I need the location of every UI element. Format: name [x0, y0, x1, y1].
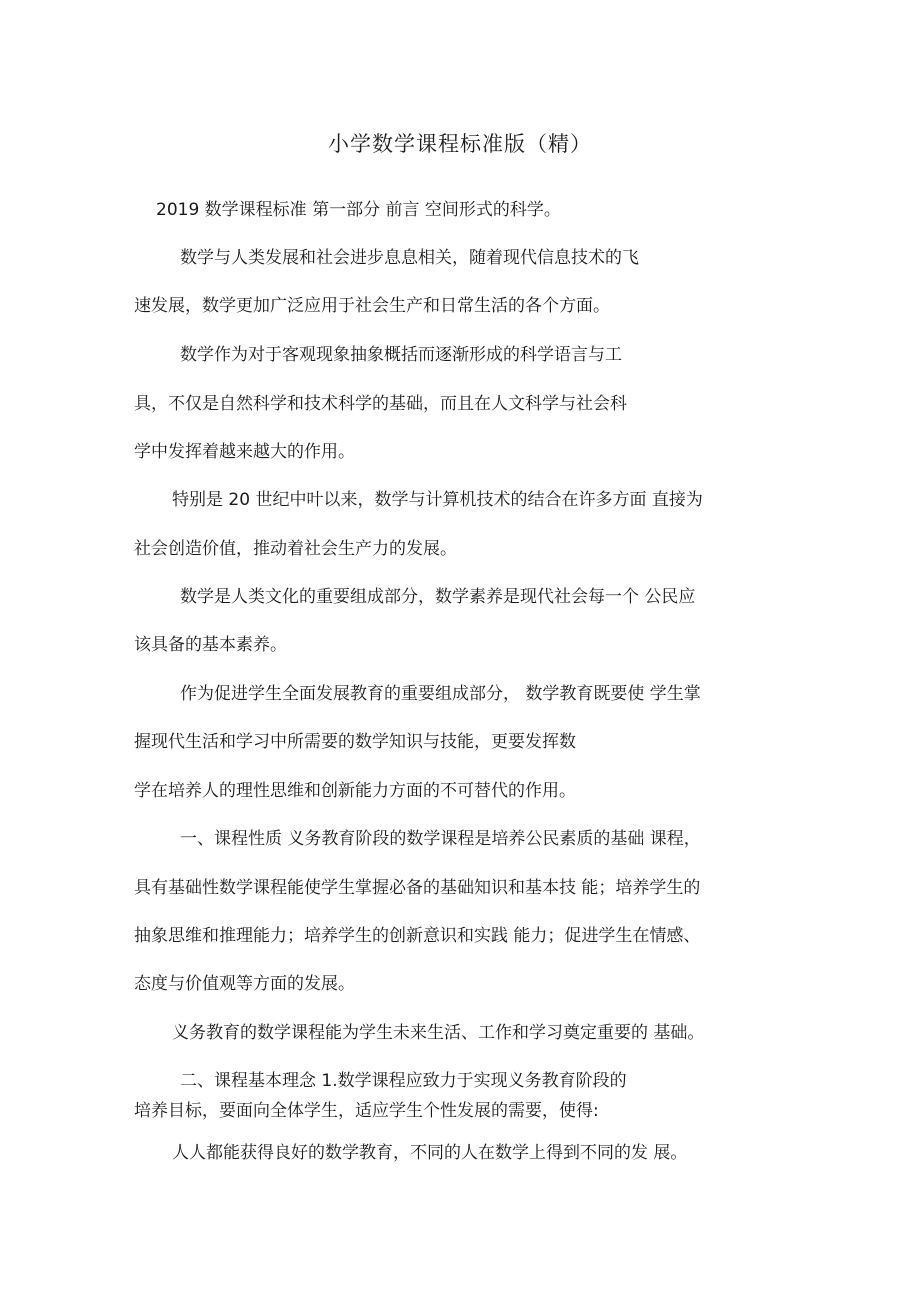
text-line-10: 该具备的基本素养。	[134, 635, 287, 655]
document-title: 小学数学课程标准版（精）	[328, 132, 592, 156]
text-line-12: 握现代生活和学习中所需要的数学知识与技能，更要发挥数	[134, 732, 576, 752]
text-line-9: 数学是人类文化的重要组成部分，数学素养是现代社会每一个 公民应	[180, 587, 696, 607]
text-line-20: 培养目标，要面向全体学生，适应学生个性发展的需要，使得:	[134, 1101, 599, 1121]
text-line-6: 学中发挥着越来越大的作用。	[134, 442, 355, 462]
text-line-7: 特别是 20 世纪中叶以来，数学与计算机技术的结合在许多方面 直接为	[172, 490, 703, 510]
text-line-18: 义务教育的数学课程能为学生未来生活、工作和学习奠定重要的 基础。	[172, 1023, 705, 1043]
text-line-17: 态度与价值观等方面的发展。	[134, 974, 355, 994]
text-line-16: 抽象思维和推理能力；培养学生的创新意识和实践 能力；促进学生在情感、	[134, 926, 701, 946]
text-line-1: 2019 数学课程标准 第一部分 前言 空间形式的科学。	[156, 200, 561, 220]
text-line-15: 具有基础性数学课程能使学生掌握必备的基础知识和基本技 能；培养学生的	[134, 878, 701, 898]
text-line-8: 社会创造价值，推动着社会生产力的发展。	[134, 539, 457, 559]
text-line-3: 速发展，数学更加广泛应用于社会生产和日常生活的各个方面。	[134, 296, 610, 316]
text-line-4: 数学作为对于客观现象抽象概括而逐渐形成的科学语言与工	[180, 345, 622, 365]
text-line-5: 具，不仅是自然科学和技术科学的基础，而且在人文科学与社会科	[134, 394, 627, 414]
text-line-13: 学在培养人的理性思维和创新能力方面的不可替代的作用。	[134, 781, 576, 801]
text-line-14: 一、课程性质 义务教育阶段的数学课程是培养公民素质的基础 课程，	[180, 829, 701, 849]
text-line-21: 人人都能获得良好的数学教育，不同的人在数学上得到不同的发 展。	[172, 1143, 688, 1163]
text-line-19: 二、课程基本理念 1.数学课程应致力于实现义务教育阶段的	[180, 1071, 627, 1091]
text-line-2: 数学与人类发展和社会进步息息相关，随着现代信息技术的飞	[180, 248, 639, 268]
text-line-11: 作为促进学生全面发展教育的重要组成部分， 数学教育既要使 学生掌	[180, 684, 701, 704]
